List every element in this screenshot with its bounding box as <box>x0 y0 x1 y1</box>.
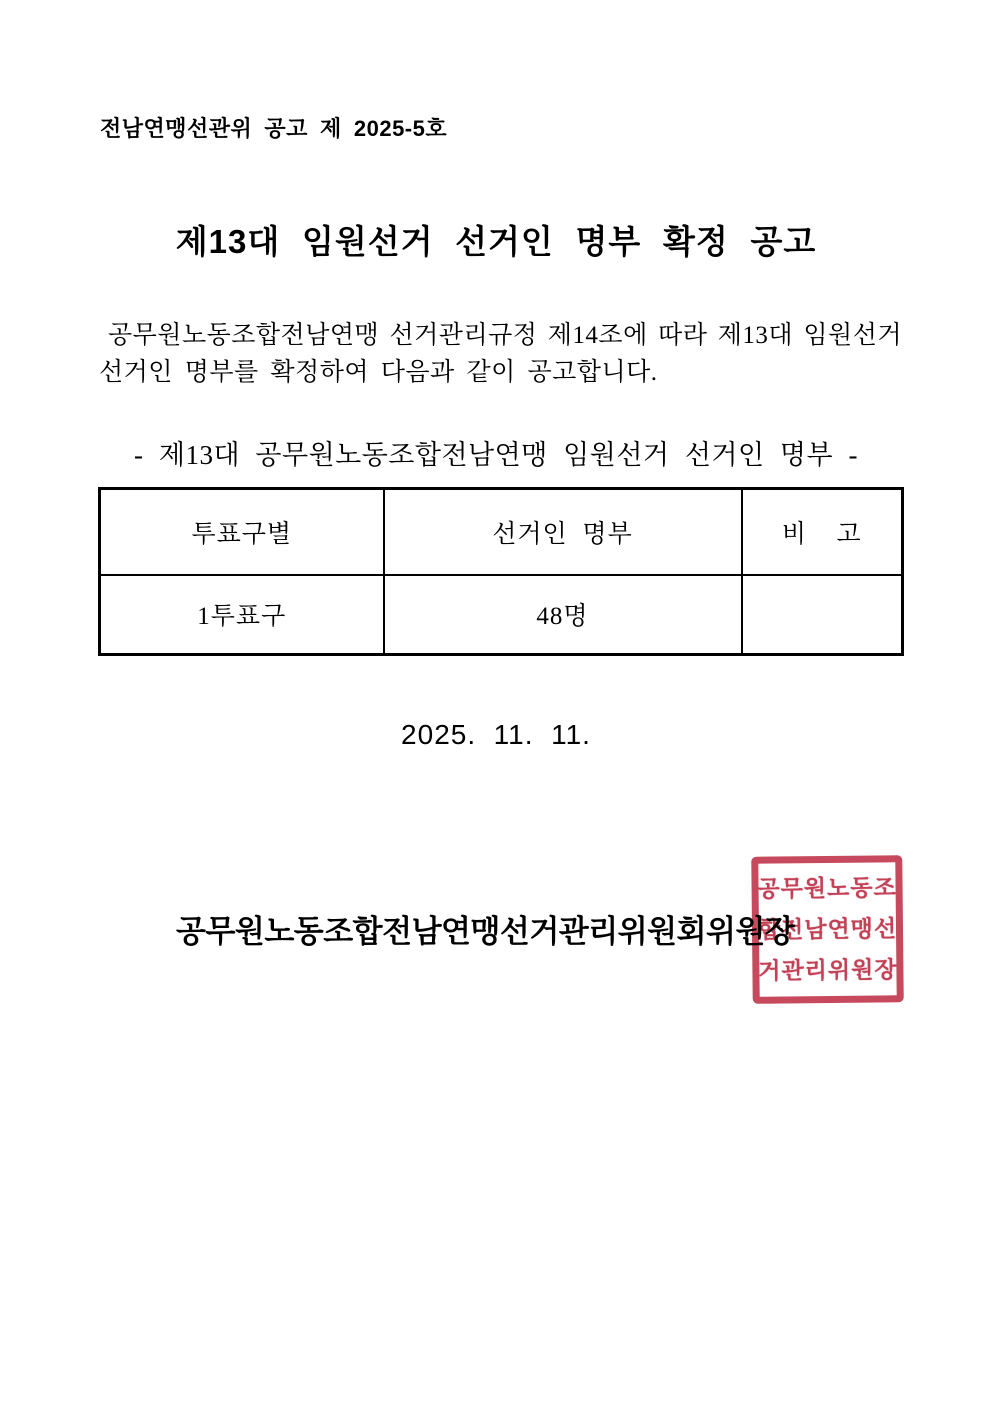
table-header-row <box>100 489 903 575</box>
table-row <box>100 575 903 655</box>
roster-table <box>98 487 904 656</box>
document-date: 2025. 11. 11. <box>401 719 591 750</box>
body-paragraph-line2: 선거인 명부를 확정하여 다음과 같이 공고합니다. <box>99 359 658 386</box>
table-cell-roster-count: 48명 <box>384 575 742 655</box>
body-paragraph <box>99 317 902 391</box>
stamp-text-line2: 합전남연맹선 <box>757 916 898 943</box>
table-cell-district: 1투표구 <box>100 575 384 655</box>
table-header-district: 투표구별 <box>100 489 384 575</box>
body-paragraph-line1: 공무원노동조합전남연맹 선거관리규정 제14조에 따라 제13대 임원선거 <box>108 322 902 349</box>
table-header-roster: 선거인 명부 <box>384 489 742 575</box>
roster-list-title: - 제13대 공무원노동조합전남연맹 임원선거 선거인 명부 - <box>134 440 858 470</box>
notice-number: 전남연맹선관위 공고 제 2025-5호 <box>100 116 448 141</box>
issuer-signature: 공무원노동조합전남연맹선거관리위원회위원장 <box>176 914 795 949</box>
stamp-text-line3: 거관리위원장 <box>758 957 898 984</box>
table-header-note: 비 고 <box>742 489 903 575</box>
stamp-text-line1: 공무원노동조 <box>757 875 897 902</box>
document-title: 제13대 임원선거 선거인 명부 확정 공고 <box>175 223 817 260</box>
table-cell-note <box>742 575 903 655</box>
